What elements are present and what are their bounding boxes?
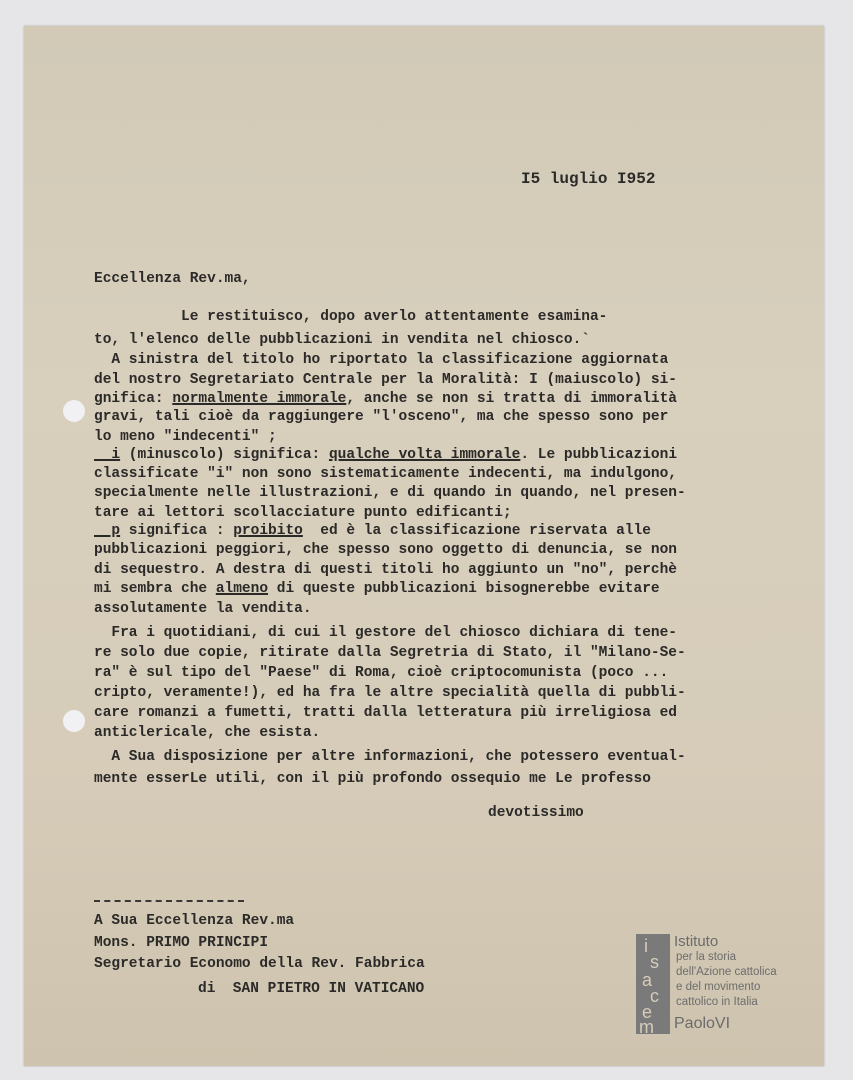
body-line: del nostro Segretariato Centrale per la Moralità: I (maiuscolo) si-: [94, 372, 677, 388]
logo-subtitle-2: dell'Azione cattolica: [676, 966, 777, 978]
body-line: cripto, veramente!), ed ha fra le altre specialità quella di pubbli-: [94, 685, 686, 701]
logo-subtitle-1: per la storia: [676, 951, 737, 963]
svg-text:e: e: [642, 1002, 653, 1022]
recipient-line-1: A Sua Eccellenza Rev.ma: [94, 913, 295, 929]
body-line: A sinistra del titolo ho riportato la classificazione aggiornata: [94, 352, 669, 368]
logo-subtitle-4: cattolico in Italia: [676, 996, 758, 1008]
body-line: di sequestro. A destra di questi titoli ho aggiunto un "no", perchè: [94, 562, 677, 578]
body-line: care romanzi a fumetti, tratti dalla letteratura più irreligiosa ed: [94, 705, 677, 721]
body-line: i (minuscolo) significa: qualche volta immorale. Le pubblicazioni: [94, 447, 678, 463]
body-line: specialmente nelle illustrazioni, e di quando in quando, nel presen-: [94, 485, 686, 501]
body-line: pubblicazioni peggiori, che spesso sono oggetto di denuncia, se non: [94, 542, 677, 558]
logo-title: Istituto: [674, 933, 719, 950]
punch-hole: [63, 710, 85, 732]
svg-text:c: c: [650, 986, 659, 1006]
body-line: mente esserLe utili, con il più profondo ossequio me Le professo: [94, 771, 651, 787]
body-line: to, l'elenco delle pubblicazioni in vendita nel chiosco.`: [94, 332, 590, 348]
closing: devotissimo: [488, 805, 584, 821]
body-line: re solo due copie, ritirate dalla Segretria di Stato, il "Milano-Se-: [94, 645, 686, 661]
recipient-line-4: di SAN PIETRO IN VATICANO: [198, 981, 425, 997]
body-line: A Sua disposizione per altre informazioni, che potessero eventual-: [94, 749, 686, 765]
body-line: tare ai lettori scollacciature punto edificanti;: [94, 505, 512, 521]
body-line: Le restituisco, dopo averlo attentamente esamina-: [94, 309, 608, 325]
svg-text:m: m: [639, 1017, 654, 1034]
body-line: gravi, tali cioè da raggiungere "l'osceno", ma che spesso sono per: [94, 409, 669, 425]
separator-line: [94, 900, 244, 902]
body-line: classificate "i" non sono sistematicamente indecenti, ma indulgono,: [94, 466, 677, 482]
body-line: lo meno "indecenti" ;: [94, 429, 277, 445]
recipient-line-2: Mons. PRIMO PRINCIPI: [94, 935, 269, 951]
punch-hole: [63, 400, 85, 422]
svg-text:a: a: [642, 970, 653, 990]
svg-text:s: s: [650, 952, 659, 972]
body-line: mi sembra che almeno di queste pubblicazioni bisognerebbe evitare: [94, 581, 660, 597]
isacem-mark-icon: [634, 934, 672, 1034]
body-line: p significa : proibito ed è la classificazione riservata alle: [94, 523, 651, 539]
letter-date: I5 luglio I952: [521, 170, 656, 188]
salutation: Eccellenza Rev.ma,: [94, 271, 251, 287]
body-line: assolutamente la vendita.: [94, 601, 312, 617]
body-line: gnifica: normalmente immorale, anche se non si tratta di immoralità: [94, 391, 678, 407]
logo-paolo-vi: PaoloVI: [674, 1015, 731, 1032]
body-line: anticlericale, che esista.: [94, 725, 321, 741]
svg-text:i: i: [644, 936, 648, 956]
body-line: Fra i quotidiani, di cui il gestore del chiosco dichiara di tene-: [94, 625, 677, 641]
isacem-logo: [634, 934, 804, 1044]
logo-subtitle-3: e del movimento: [676, 981, 761, 993]
recipient-line-3: Segretario Economo della Rev. Fabbrica: [94, 956, 425, 972]
body-line: ra" è sul tipo del "Paese" di Roma, cioè criptocomunista (poco ...: [94, 665, 669, 681]
